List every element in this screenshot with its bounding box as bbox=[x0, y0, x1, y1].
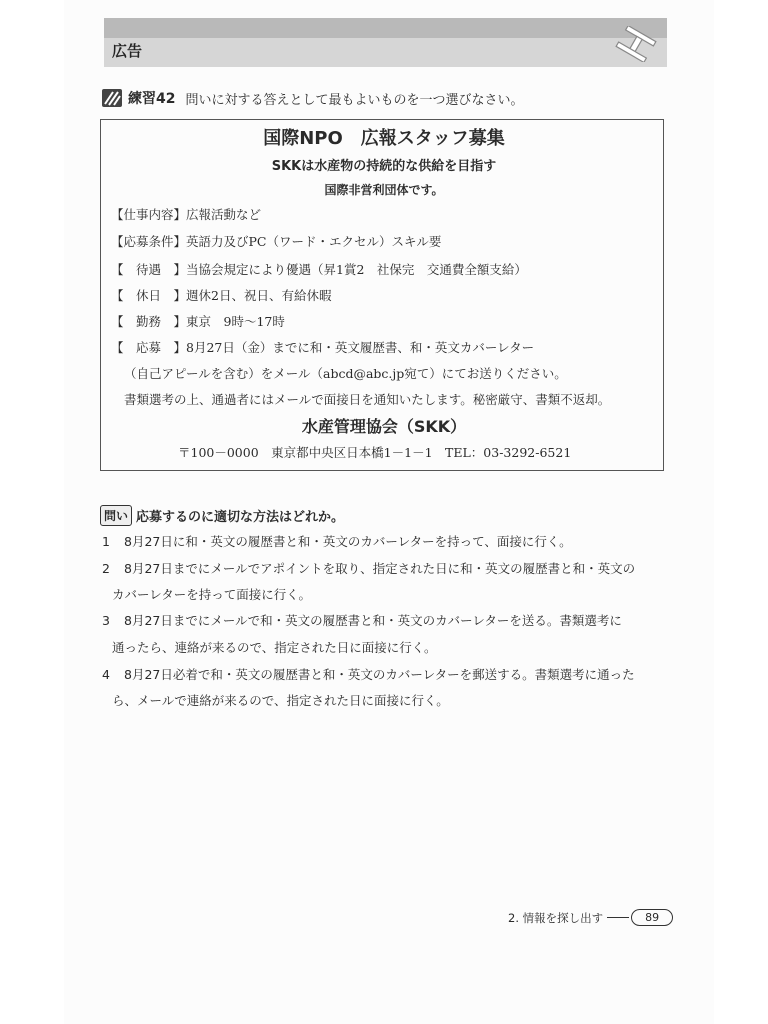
choice-3-continued: 通ったら、連絡が来るので、指定された日に面接に行く。 bbox=[112, 640, 437, 655]
choice-text: 8月27日までにメールで和・英文の履歴書と和・英文のカバーレターを送る。書類選考に bbox=[124, 613, 622, 628]
footer-divider bbox=[607, 917, 629, 918]
exercise-icon bbox=[102, 89, 122, 107]
choice-number: 2 bbox=[102, 561, 110, 576]
ad-row-label: 【 勤務 】 bbox=[111, 314, 187, 329]
ad-subtitle-1: SKKは水産物の持続的な供給を目指す bbox=[271, 159, 497, 174]
ad-row-benefits bbox=[111, 260, 527, 278]
ad-row-value: 週休2日、祝日、有給休暇 bbox=[186, 288, 332, 303]
question-heading bbox=[100, 505, 344, 526]
page-footer bbox=[508, 909, 673, 926]
choice-1[interactable] bbox=[102, 532, 572, 550]
ad-row-label: 【 休日 】 bbox=[111, 288, 187, 303]
exercise-label: 練習42 bbox=[128, 91, 176, 107]
section-header-bar bbox=[104, 18, 667, 67]
ad-row-label: 【 応募 】 bbox=[111, 340, 187, 355]
i-beam-icon bbox=[612, 26, 660, 62]
ad-row-label: 【 待遇 】 bbox=[111, 262, 187, 277]
ad-subtitle-2: 国際非営利団体です。 bbox=[324, 183, 444, 197]
ad-row-label: 【応募条件】 bbox=[111, 234, 187, 249]
choice-text: 8月27日までにメールでアポイントを取り、指定された日に和・英文の履歴書と和・英文の bbox=[124, 561, 636, 576]
exercise-heading bbox=[102, 88, 524, 108]
footer-section-title: 2. 情報を探し出す bbox=[508, 910, 604, 925]
question-badge: 問い bbox=[100, 505, 132, 526]
ad-row-requirements bbox=[111, 232, 441, 250]
choice-text: 8月27日必着で和・英文の履歴書と和・英文のカバーレターを郵送する。書類選考に通った bbox=[124, 667, 635, 682]
ad-row-work bbox=[111, 312, 285, 330]
ad-organization-address: 〒100－0000 東京都中央区日本橋1－1－1 TEL：03-3292-6521 bbox=[178, 445, 572, 460]
question-text: 応募するのに適切な方法はどれか。 bbox=[136, 510, 345, 525]
choice-number: 3 bbox=[102, 613, 110, 628]
ad-organization-name: 水産管理協会（SKK） bbox=[301, 417, 467, 436]
ad-apply-line-2: （自己アピールを含む）をメール（abcd@abc.jp宛て）にてお送りください。 bbox=[124, 366, 567, 381]
choice-2[interactable] bbox=[102, 559, 635, 577]
ad-row-label: 【仕事内容】 bbox=[111, 207, 187, 222]
choice-2-continued: カバーレターを持って面接に行く。 bbox=[112, 587, 312, 602]
ad-row-holidays bbox=[111, 286, 331, 304]
section-title: 広告 bbox=[112, 42, 143, 60]
ad-row-job bbox=[111, 205, 261, 223]
ad-row-apply bbox=[111, 338, 534, 356]
choice-3[interactable] bbox=[102, 611, 622, 629]
page-number: 89 bbox=[631, 909, 673, 926]
ad-row-value: 当協会規定により優遇（昇1賞2 社保完 交通費全額支給） bbox=[186, 262, 527, 277]
ad-row-value: 東京 9時〜17時 bbox=[186, 314, 285, 329]
ad-row-value: 8月27日（金）までに和・英文履歴書、和・英文カバーレター bbox=[186, 340, 535, 355]
ad-row-value: 広報活動など bbox=[186, 207, 262, 222]
choice-4-continued: ら、メールで連絡が来るので、指定された日に面接に行く。 bbox=[112, 693, 449, 708]
choice-4[interactable] bbox=[102, 665, 635, 683]
choice-number: 4 bbox=[102, 667, 110, 682]
ad-apply-line-3: 書類選考の上、通過者にはメールで面接日を通知いたします。秘密厳守、書類不返却。 bbox=[124, 392, 611, 407]
choice-number: 1 bbox=[102, 534, 110, 549]
ad-row-value: 英語力及びPC（ワード・エクセル）スキル要 bbox=[186, 234, 442, 249]
choice-text: 8月27日に和・英文の履歴書と和・英文のカバーレターを持って、面接に行く。 bbox=[124, 534, 572, 549]
ad-title: 国際NPO 広報スタッフ募集 bbox=[263, 128, 505, 149]
exercise-instruction: 問いに対する答えとして最もよいものを一つ選びなさい。 bbox=[185, 92, 524, 108]
